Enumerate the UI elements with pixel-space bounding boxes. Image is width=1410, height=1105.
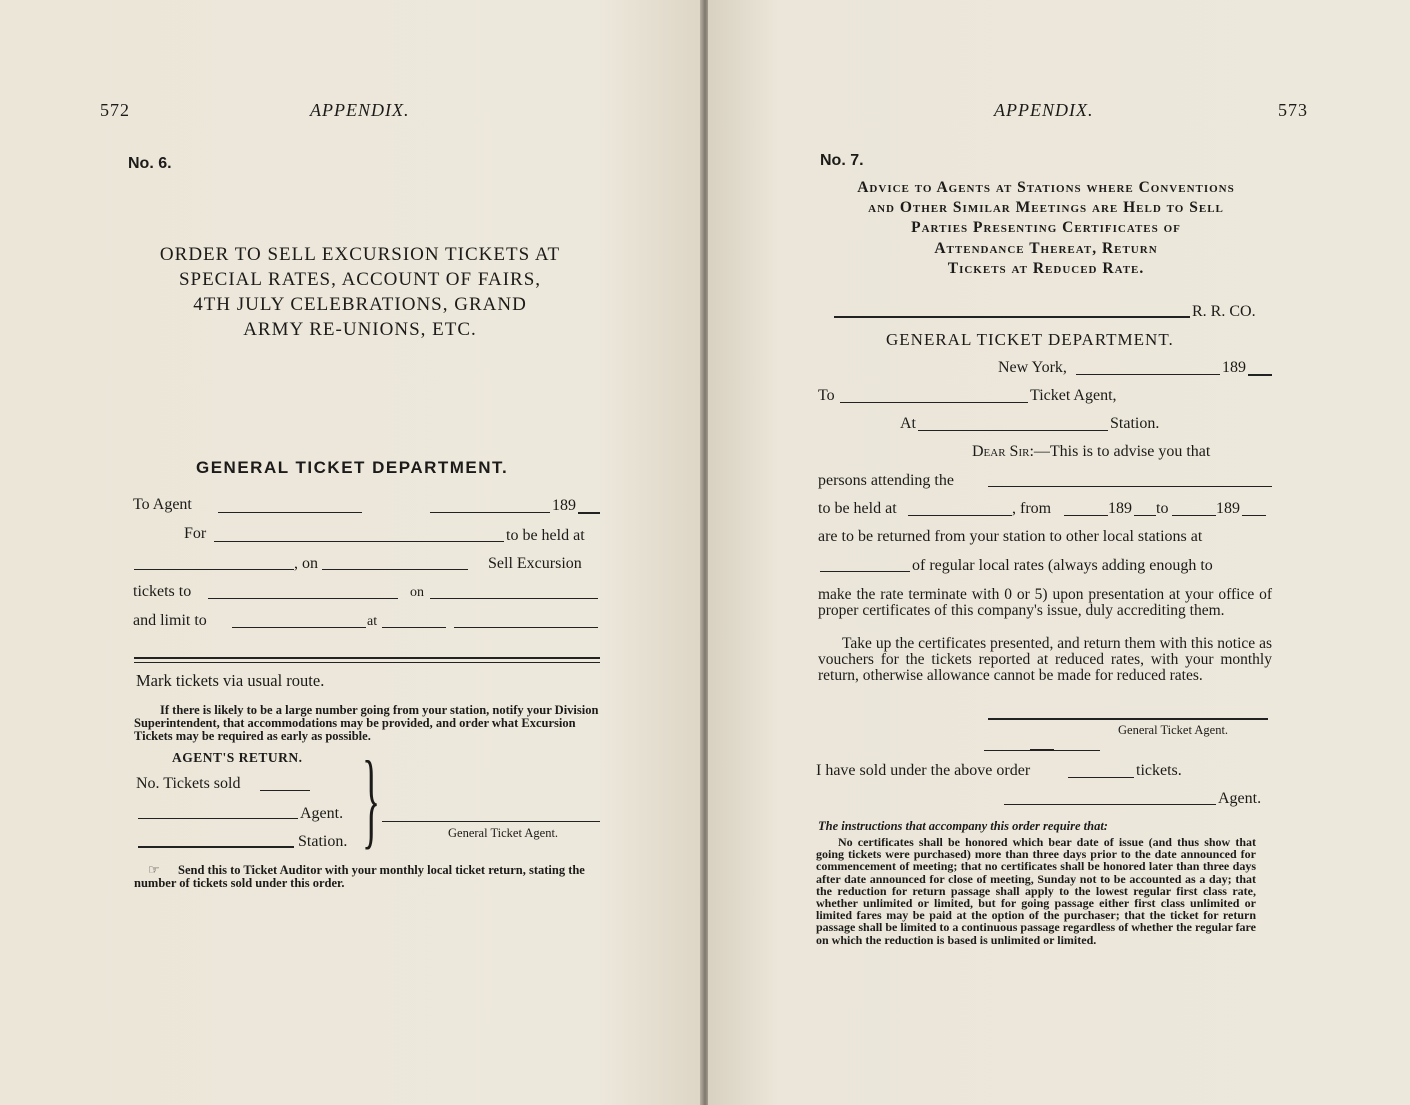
rr-co-label: R. R. CO.: [1192, 303, 1256, 320]
instructions-body: No certificates shall be honored which bear date of issue (and thus show that going tickets were purchased) more than three days prior to the date announced for commencement of meeting; that no certificates shall be honored later than three days after date announced for close of meeting, Sunday not to be accounted as a day; that the reduction for return passage shall apply to the lowest regular first class rate, whether unlimited or limited, but for going passage either first class unlimited or limited fares may be paid at the option of the purchaser; that the ticket for return passage shall be limited to a continuous passage regardless of whether the regular fare on which the reduction is based is unlimited or limited.: [816, 835, 1256, 947]
blank-line: [260, 790, 310, 791]
agent-label: Agent.: [1218, 790, 1262, 807]
station-label: Station.: [298, 833, 348, 850]
page-number: 573: [1278, 100, 1308, 120]
blank-line: [840, 402, 1028, 403]
right-page: [708, 0, 1410, 1105]
at-label: at: [367, 614, 378, 629]
to-label: to: [1156, 500, 1169, 517]
left-page: [0, 0, 702, 1105]
station-label: Station.: [1110, 415, 1160, 432]
footer-note: Send this to Ticket Auditor with your monthly local ticket return, stating the number of tickets sold under this order.: [134, 863, 585, 890]
title-line: Tickets at Reduced Rate.: [947, 259, 1145, 277]
blank-line: [1242, 515, 1266, 516]
title-line: Advice to Agents at Stations where Conventions: [857, 179, 1235, 196]
notice-text: If there is likely to be a large number going from your station, notify your Division Superintendent, that accommodations may be provided, and order what Excursion Tickets may be required as early as possible.: [134, 703, 599, 743]
agents-return-heading: AGENT'S RETURN.: [172, 750, 303, 765]
body-paragraph: make the rate terminate with 0 or 5) upon presentation at your office of proper certificates of this company's issue, duly accrediting them.: [818, 586, 1272, 619]
new-york-label: New York,: [998, 359, 1067, 376]
running-head: APPENDIX.: [994, 100, 1094, 120]
blank-line: [218, 512, 362, 513]
dear-sir-label: Dear Sir: [972, 443, 1030, 460]
department-heading: GENERAL TICKET DEPARTMENT.: [886, 330, 1174, 349]
salutation: [972, 443, 1210, 461]
blank-line: [908, 515, 1012, 516]
form-number: No. 6.: [128, 155, 172, 172]
returned-text: are to be returned from your station to other local stations at: [818, 528, 1203, 545]
tickets-to-label: tickets to: [133, 583, 192, 600]
blank-line: [454, 627, 598, 628]
tickets-sold-label: No. Tickets sold: [136, 775, 241, 792]
signature-line: [1004, 804, 1216, 805]
blank-line: [1134, 515, 1156, 516]
persons-attending-label: persons attending the: [818, 472, 954, 489]
to-be-held-label: to be held at: [506, 527, 585, 544]
title-line: ORDER TO SELL EXCURSION TICKETS AT: [159, 244, 561, 265]
advise-text: :—This is to advise you that: [1029, 443, 1211, 460]
blank-line: [232, 627, 366, 628]
title-line: Parties Presenting Certificates of: [911, 219, 1181, 237]
blank-line: [1064, 515, 1108, 516]
from-label: , from: [1012, 500, 1052, 517]
blank-line: [430, 598, 598, 599]
to-label: To: [818, 387, 835, 404]
blank-line: [1068, 777, 1134, 778]
of-regular-text: of regular local rates (always adding enough to: [912, 557, 1213, 574]
ticket-agent-label: Ticket Agent,: [1030, 387, 1117, 404]
blank-line: [1172, 515, 1216, 516]
instructions-heading: The instructions that accompany this order require that:: [818, 819, 1108, 833]
blank-line: [820, 571, 910, 572]
running-head: APPENDIX.: [310, 100, 410, 120]
blank-line: [578, 512, 600, 514]
body-paragraph: Take up the certificates presented, and return them with this notice as vouchers for the tickets reported at reduced rates, with your monthly return, otherwise allowance cannot be made for reduced rates.: [818, 635, 1272, 684]
sold-line-suffix: tickets.: [1136, 762, 1182, 779]
brace-icon: }: [362, 740, 381, 859]
blank-line: [214, 541, 504, 542]
form-title: [140, 242, 580, 342]
year-label: 189: [1108, 500, 1132, 517]
separator-rule: [134, 657, 600, 659]
signature-line: [988, 718, 1268, 720]
title-line: and Other Similar Meetings are Held to Sell: [868, 199, 1224, 217]
agent-label: Agent.: [300, 805, 344, 822]
title-line: SPECIAL RATES, ACCOUNT OF FAIRS,: [178, 269, 542, 290]
general-ticket-agent-label: General Ticket Agent.: [448, 826, 559, 840]
blank-line: [208, 598, 398, 599]
form-title: [818, 178, 1274, 279]
separator-rule: [1030, 749, 1054, 751]
page-number: 572: [100, 100, 130, 120]
year-label: 189: [552, 497, 576, 514]
to-be-held-label: to be held at: [818, 500, 897, 517]
blank-line: [382, 627, 446, 628]
blank-line: [322, 569, 468, 570]
title-line: ARMY RE-UNIONS, ETC.: [243, 319, 477, 340]
sold-line-prefix: I have sold under the above order: [816, 762, 1031, 779]
mark-tickets-text: Mark tickets via usual route.: [136, 671, 325, 690]
blank-line: [138, 818, 298, 819]
title-line: Attendance Thereat, Return: [934, 239, 1158, 257]
blank-line: [138, 846, 294, 848]
blank-line: [1248, 374, 1272, 376]
blank-line: [430, 512, 550, 513]
blank-line: [988, 486, 1272, 487]
blank-line: [918, 430, 1108, 431]
blank-line: [134, 569, 294, 570]
at-label: At: [900, 415, 916, 432]
general-ticket-agent-label: General Ticket Agent.: [1118, 723, 1229, 737]
year-label: 189: [1222, 359, 1246, 376]
separator-rule: [134, 662, 600, 663]
for-label: For: [184, 525, 207, 542]
sell-excursion-label: Sell Excursion: [488, 555, 582, 572]
year-label: 189: [1216, 500, 1240, 517]
department-heading: GENERAL TICKET DEPARTMENT.: [196, 458, 509, 477]
on-label: , on: [294, 555, 318, 572]
form-number: No. 7.: [820, 152, 864, 169]
blank-line: [834, 316, 1190, 318]
signature-line: [382, 821, 600, 822]
on-label-2: on: [410, 585, 424, 600]
pointing-hand-icon: ☞: [148, 862, 160, 877]
limit-to-label: and limit to: [133, 612, 207, 629]
title-line: 4TH JULY CELEBRATIONS, GRAND: [193, 294, 527, 315]
blank-line: [1076, 374, 1220, 375]
to-agent-label: To Agent: [133, 496, 192, 513]
